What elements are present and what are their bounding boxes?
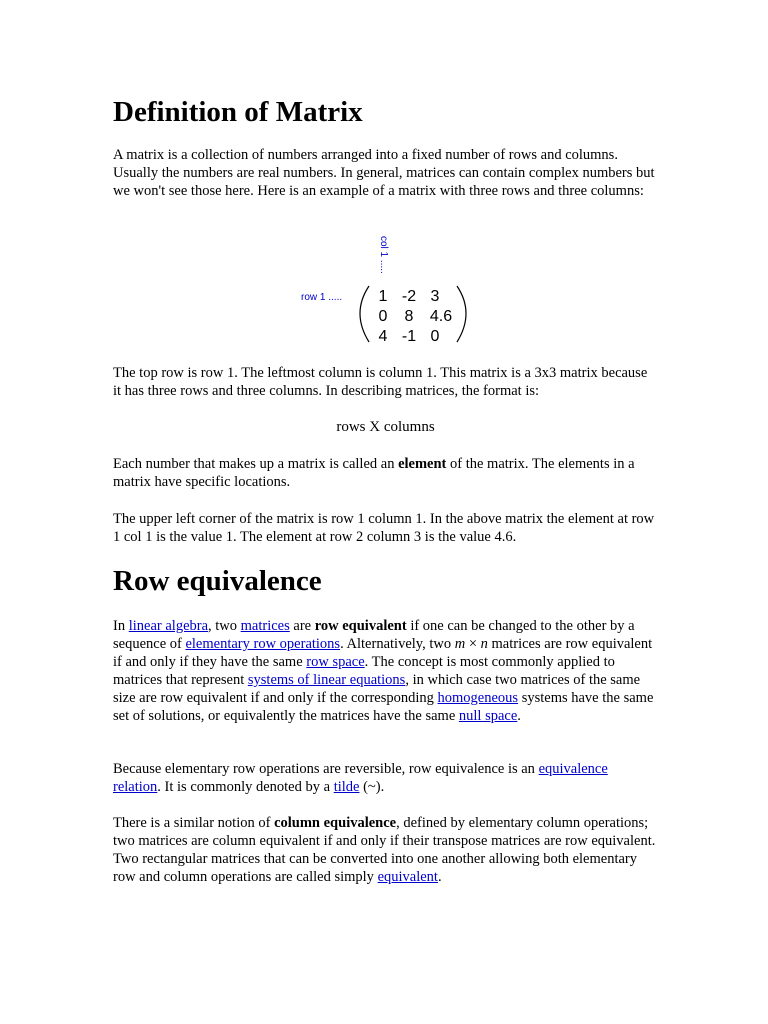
link-equivalence-relation[interactable]: equivalence relation — [113, 761, 608, 795]
link-row-space[interactable]: row space — [306, 654, 365, 670]
text-span: (~). — [359, 779, 385, 795]
matrix-cell: 0 — [430, 328, 440, 345]
row-label: row 1 ..... — [301, 292, 343, 303]
link-equivalent[interactable]: equivalent — [377, 869, 438, 885]
link-tilde[interactable]: tilde — [333, 779, 360, 795]
matrix-cell: 1 — [378, 288, 388, 305]
matrix-figure — [113, 230, 658, 350]
link-linear-algebra[interactable]: linear algebra — [128, 618, 209, 634]
text-span: systems have the same set of solutions, or equivalently the matrices have the same — [113, 690, 654, 724]
bold-term-column-equivalence: column equivalence — [274, 815, 397, 831]
text-span: In — [113, 618, 129, 634]
right-parenthesis — [457, 286, 466, 342]
bold-term-row-equivalent: row equivalent — [314, 618, 407, 634]
matrix-cell: 3 — [430, 288, 440, 305]
times-symbol: × — [465, 636, 481, 652]
text-span: Each number that makes up a matrix is called an — [113, 456, 399, 472]
matrix-cell: -2 — [401, 288, 417, 305]
text-span: . It is commonly denoted by a — [157, 779, 334, 795]
left-parenthesis — [360, 286, 369, 342]
text-span: of the matrix. The elements in a matrix have specific locations. — [113, 456, 635, 490]
paragraph-element — [113, 455, 658, 491]
link-elementary-row-operations[interactable]: elementary row operations — [185, 636, 341, 652]
col-label: col 1 ..... — [378, 236, 389, 274]
text-span: Because elementary row operations are reversible, row equivalence is an — [113, 761, 539, 777]
italic-n: n — [480, 636, 488, 652]
bold-term-element: element — [398, 456, 447, 472]
text-span: . Alternatively, two — [340, 636, 455, 652]
link-null-space[interactable]: null space — [458, 708, 518, 724]
formula-rows-x-columns: rows X columns — [336, 419, 435, 435]
text-span: if one can be changed to the other by a sequence of — [113, 618, 635, 652]
intro-paragraph: A matrix is a collection of numbers arranged into a fixed number of rows and columns. Usually the numbers are real numbers. In general, matrices can contain complex numbers but we won't see those here. Here is an example of a matrix with three rows and three columns: — [113, 147, 655, 199]
link-systems-of-linear-equations[interactable]: systems of linear equations — [247, 672, 406, 688]
text-span: are — [289, 618, 315, 634]
link-homogeneous[interactable]: homogeneous — [437, 690, 519, 706]
paragraph-row-equivalence — [113, 617, 658, 725]
italic-m: m — [454, 636, 466, 652]
matrix-cell: 4 — [378, 328, 388, 345]
text-span: , two — [208, 618, 241, 634]
section-title-row-equivalence: Row equivalence — [113, 565, 322, 597]
text-span: , in which case two matrices of the same size are row equivalent if and only if the corresponding — [113, 672, 641, 706]
text-span: . — [437, 869, 442, 885]
paragraph-column-equivalence — [113, 814, 658, 886]
matrix-cell: -1 — [401, 328, 417, 345]
paragraph-element-locations: The upper left corner of the matrix is row 1 column 1. In the above matrix the element at row 1 col 1 is the value 1. The element at row 2 column 3 is the value 4.6. — [113, 511, 655, 545]
paragraph-equivalence-relation — [113, 760, 658, 796]
text-span: . The concept is most commonly applied to matrices that represent — [113, 654, 615, 688]
matrix-diagram — [113, 230, 658, 350]
text-span: matrices are row equivalent if and only if they have the same — [113, 636, 653, 670]
paragraph-matrix-size: The top row is row 1. The leftmost column is column 1. This matrix is a 3x3 matrix because it has three rows and three columns. In describing matrices, the format is: — [113, 365, 648, 399]
section-title-definition-of-matrix: Definition of Matrix — [113, 96, 363, 128]
text-span: , defined by elementary column operations; two matrices are column equivalent if and only if their transpose matrices are row equivalent. Two rectangular matrices that can be converted into one another allowing both elementary row and column operations are called simply — [113, 815, 656, 885]
text-span: There is a similar notion of — [113, 815, 275, 831]
text-span: . — [517, 708, 521, 724]
link-matrices[interactable]: matrices — [240, 618, 290, 634]
matrix-cell: 4.6 — [429, 308, 453, 325]
matrix-cell: 0 — [378, 308, 388, 325]
matrix-cell: 8 — [404, 308, 414, 325]
